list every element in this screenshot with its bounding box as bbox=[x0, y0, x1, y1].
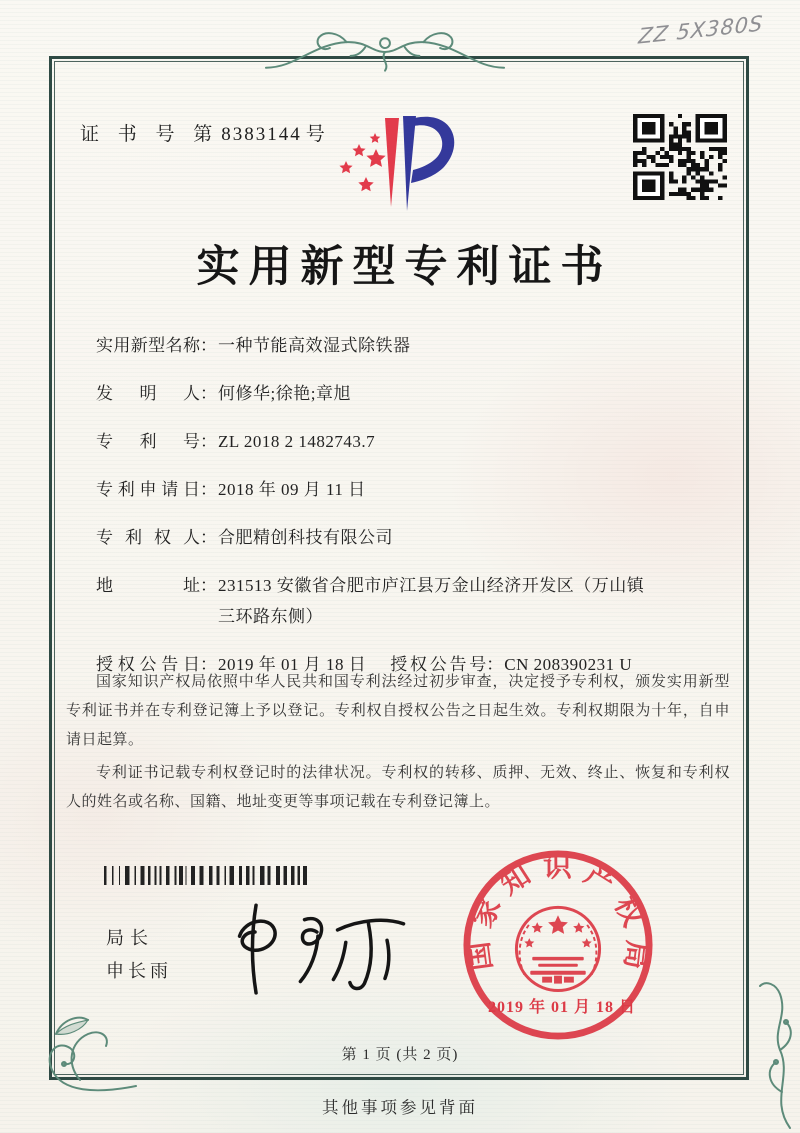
field-label-2: 授 权 公 告 号 bbox=[390, 655, 487, 674]
handwritten-annotation: ZZ 5X380S bbox=[637, 11, 765, 49]
field-value: 合肥精创科技有限公司 bbox=[218, 528, 393, 547]
back-side-note: 其他事项参见背面 bbox=[322, 1098, 478, 1117]
field-colon: ： bbox=[200, 576, 217, 595]
field-row bbox=[96, 330, 696, 361]
field-label: 实 用 新 型 名 称 bbox=[96, 336, 200, 355]
field-row bbox=[96, 426, 696, 457]
certificate-number-value: 8383144 bbox=[221, 124, 302, 145]
field-value: 一种节能高效湿式除铁器 bbox=[218, 336, 411, 355]
field-colon: ： bbox=[200, 336, 217, 355]
handwritten-signature bbox=[222, 892, 418, 1002]
field-label: 专 利 权 人 bbox=[96, 528, 200, 547]
field-row bbox=[96, 378, 696, 409]
field-value: 2019 年 01 月 18 日 bbox=[218, 655, 367, 674]
field-label: 发 明 人 bbox=[96, 384, 200, 403]
field-row bbox=[96, 570, 696, 632]
certificate-number-suffix: 号 bbox=[305, 124, 325, 145]
field-label: 专 利 号 bbox=[96, 432, 200, 451]
field-value: 2018 年 09 月 11 日 bbox=[218, 480, 366, 499]
cnipa-patent-logo-icon bbox=[331, 104, 477, 230]
signer-block bbox=[106, 922, 172, 988]
field-colon: ： bbox=[200, 528, 217, 547]
page-number: 第 1 页 (共 2 页) bbox=[341, 1047, 459, 1063]
field-colon: ： bbox=[200, 480, 217, 499]
legal-text-block bbox=[66, 668, 730, 821]
field-colon: ： bbox=[200, 655, 217, 674]
seal-text: 国家知识产权局 bbox=[462, 851, 654, 973]
top-flourish-ornament-icon bbox=[262, 28, 508, 74]
field-label: 专 利 申 请 日 bbox=[96, 480, 200, 499]
field-label: 地 址 bbox=[96, 576, 200, 595]
field-colon: ： bbox=[200, 432, 217, 451]
barcode bbox=[104, 866, 308, 885]
body-paragraph: 国家知识产权局依照中华人民共和国专利法经过初步审查，决定授予专利权，颁发实用新型专利证书并在专利登记簿上予以登记。专利权自授权公告之日起生效。专利权期限为十年，自申请日起算。 bbox=[66, 674, 730, 748]
field-value-2: CN 208390231 U bbox=[504, 655, 633, 674]
seal-national-emblem bbox=[516, 907, 599, 990]
svg-text:国家知识产权局 bbox=[463, 851, 654, 972]
signer-title: 局长 bbox=[106, 928, 154, 948]
logo-stars bbox=[339, 133, 385, 191]
field-row bbox=[96, 474, 696, 505]
field-colon-2: ： bbox=[486, 655, 504, 674]
certificate-number bbox=[80, 119, 325, 146]
field-value: 何修华;徐艳;章旭 bbox=[218, 384, 351, 403]
seal-date: 2019 年 01 月 18 日 bbox=[487, 999, 636, 1016]
body-paragraph: 专利证书记载专利权登记时的法律状况。专利权的转移、质押、无效、终止、恢复和专利权人的姓名或名称、国籍、地址变更等事项记载在专利登记簿上。 bbox=[66, 765, 730, 810]
signer-name: 申长雨 bbox=[106, 961, 172, 981]
certificate-fields bbox=[96, 330, 696, 697]
field-value: ZL 2018 2 1482743.7 bbox=[218, 432, 376, 451]
field-label: 授 权 公 告 日 bbox=[96, 655, 200, 674]
certificate-number-label: 证 书 号 第 bbox=[80, 124, 220, 145]
field-colon: ： bbox=[200, 384, 217, 403]
certificate-title: 实用新型专利证书 bbox=[196, 244, 613, 291]
qr-code bbox=[633, 114, 727, 200]
field-row bbox=[96, 522, 696, 553]
field-value: 231513 安徽省合肥市庐江县万金山经济开发区（万山镇三环路东侧） bbox=[218, 576, 645, 626]
